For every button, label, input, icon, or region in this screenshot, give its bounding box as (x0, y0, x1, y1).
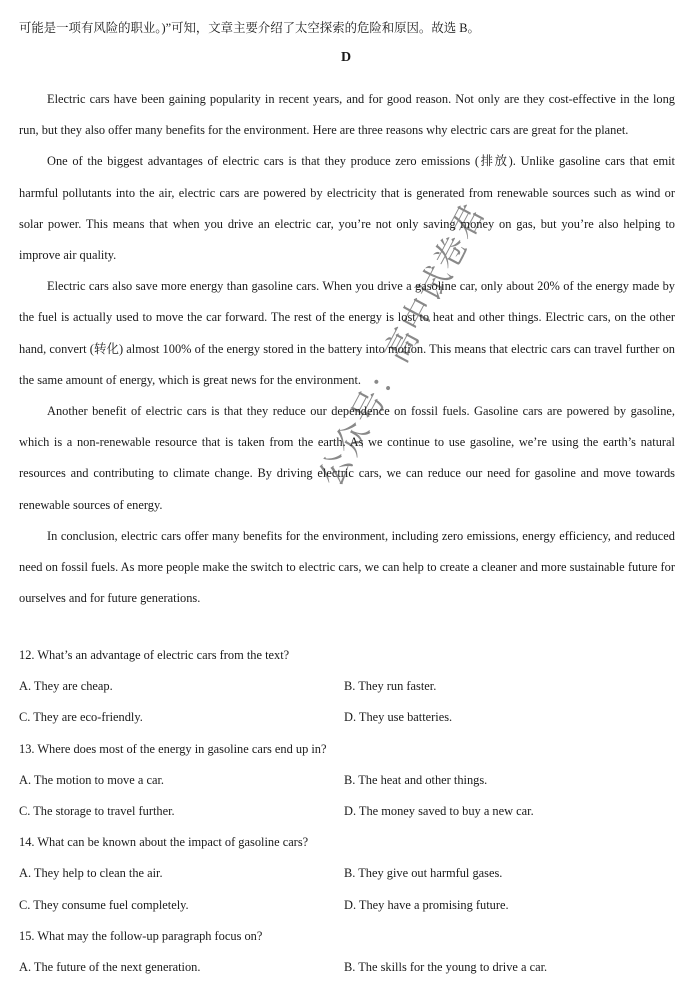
question-15 (19, 921, 675, 983)
option-b: B. They run faster. (344, 679, 437, 694)
option-row (19, 952, 675, 983)
question-stem: 14. What can be known about the impact of gasoline cars? (19, 835, 309, 850)
option-b: B. They give out harmful gases. (344, 866, 503, 881)
passage-paragraph-1: Electric cars have been gaining popularity in recent years, and for good reason. Not only are they cost-effective in the long run, but they also offer many benefits for the environment. Here are three reasons why electric cars are great for the planet. (19, 92, 675, 138)
option-a: A. The motion to move a car. (19, 772, 164, 787)
option-d: D. The money saved to buy a new car. (344, 803, 534, 818)
watermark-text: 公众号：高中试卷君 (310, 196, 493, 493)
option-b: B. The skills for the young to drive a car. (344, 959, 548, 974)
question-list (19, 640, 675, 983)
question-stem: 12. What’s an advantage of electric cars from the text? (19, 648, 290, 662)
option-c: C. They consume fuel completely. (19, 897, 189, 912)
passage-paragraph-3: Electric cars also save more energy than gasoline cars. When you drive a gasoline car, only about 20% of the energy made by the fuel is actually used to move the car forward. The rest of the energy is lost to heat and other things. Electric cars, on the other hand, convert (转化) almost 100% of the energy stored in the battery into motion. This means that electric cars can travel further on the same amount of energy, which is great news for the environment. (19, 279, 675, 387)
option-b: B. The heat and other things. (344, 772, 488, 787)
reading-passage (19, 84, 675, 614)
question-stem: 15. What may the follow-up paragraph focus on? (19, 928, 263, 943)
question-stem: 13. Where does most of the energy in gasoline cars end up in? (19, 741, 327, 756)
question-14 (19, 827, 675, 921)
passage-paragraph-2: One of the biggest advantages of electric cars is that they produce zero emissions (排放). Unlike gasoline cars that emit harmful pollutants into the air, electric cars are powered by electricity that is generated from renewable sources such as wind or solar power. This means that when you drive an electric car, you’re not only saving money on gas, but you’re also helping to improve air quality. (19, 154, 675, 263)
option-d: D. They have a promising future. (344, 897, 509, 912)
section-heading: D (340, 50, 352, 65)
option-a: A. The future of the next generation. (19, 959, 201, 974)
option-row (19, 702, 675, 733)
option-d: D. They use batteries. (344, 710, 453, 725)
question-13 (19, 734, 675, 828)
option-c: C. They are eco-friendly. (19, 710, 143, 725)
passage-paragraph-4: Another benefit of electric cars is that they reduce our dependence on fossil fuels. Gasoline cars are powered by gasoline, which is a non-renewable resource that is taken from the earth. As we continue to use gasoline, we’re using the earth’s natural resources and contributing to climate change. By driving electric cars, we can reduce our need for gasoline and move towards renewable sources of energy. (19, 404, 675, 512)
option-row (19, 858, 675, 889)
option-a: A. They help to clean the air. (19, 866, 163, 881)
option-c: C. The storage to travel further. (19, 803, 175, 818)
option-row (19, 890, 675, 921)
option-a: A. They are cheap. (19, 679, 113, 694)
option-row (19, 765, 675, 796)
passage-paragraph-5: In conclusion, electric cars offer many benefits for the environment, including zero emissions, energy efficiency, and reduced need on fossil fuels. As more people make the switch to electric cars, we can help to create a cleaner and more sustainable future for ourselves and for future generations. (19, 528, 675, 606)
option-row (19, 796, 675, 827)
previous-answer-explanation: 可能是一项有风险的职业。)”可知，文章主要介绍了太空探索的危险和原因。故选 B。 (19, 21, 480, 35)
question-12 (19, 640, 675, 734)
option-row (19, 671, 675, 702)
